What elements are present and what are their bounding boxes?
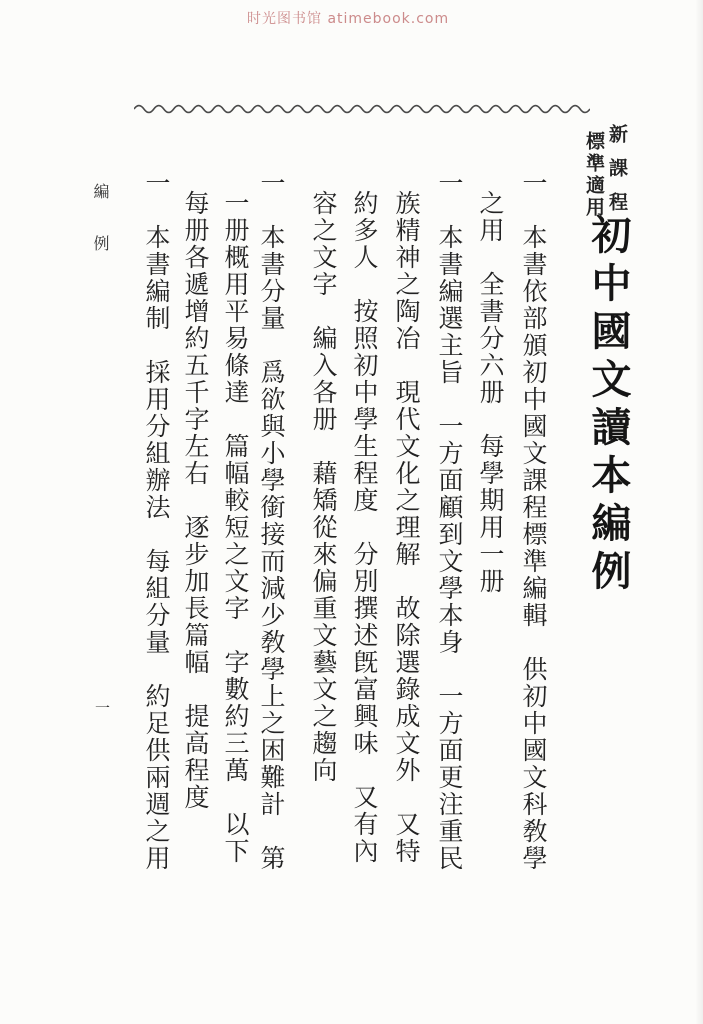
text-column-9: 每册各遞增約五千字左右 逐步加長篇幅 提高程度 bbox=[181, 190, 210, 811]
text-column-7: 一 本書分量 爲欲與小學銜接而減少敎學上之困難計 第 bbox=[257, 170, 286, 872]
text-column-8: 一册概用平易條達 篇幅較短之文字 字數約三萬 以下 bbox=[221, 190, 250, 865]
text-column-6: 容之文字 編入各册 藉矯從來偏重文藝文之趨向 bbox=[309, 190, 338, 784]
text-column-5: 約多人 按照初中學生程度 分別撰述旣富興味 又有內 bbox=[350, 190, 379, 865]
book-title: 初中國文讀本編例 bbox=[585, 214, 632, 598]
wavy-divider bbox=[134, 103, 590, 115]
page-number: 一 bbox=[95, 699, 111, 717]
text-column-2: 之用 全書分六册 每學期用一册 bbox=[476, 190, 505, 595]
wavy-divider-path bbox=[134, 106, 590, 113]
text-column-10: 一 本書編制 採用分組辦法 每組分量 約足供兩週之用 bbox=[142, 170, 171, 872]
title-tagline-left: 標準適用 bbox=[583, 131, 605, 219]
text-column-3: 一 本書編選主旨 一方面顧到文學本身 一方面更注重民 bbox=[435, 170, 464, 872]
text-column-1: 一 本書依部頒初中國文課程標準編輯 供初中國文科敎學 bbox=[519, 170, 548, 872]
margin-section-label: 編例 bbox=[91, 183, 110, 287]
text-column-4: 族精神之陶冶 現代文化之理解 故除選錄成文外 又特 bbox=[392, 190, 421, 865]
watermark: 时光图书馆 atimebook.com bbox=[247, 11, 450, 27]
title-tagline-right: 新課程 bbox=[606, 124, 628, 226]
